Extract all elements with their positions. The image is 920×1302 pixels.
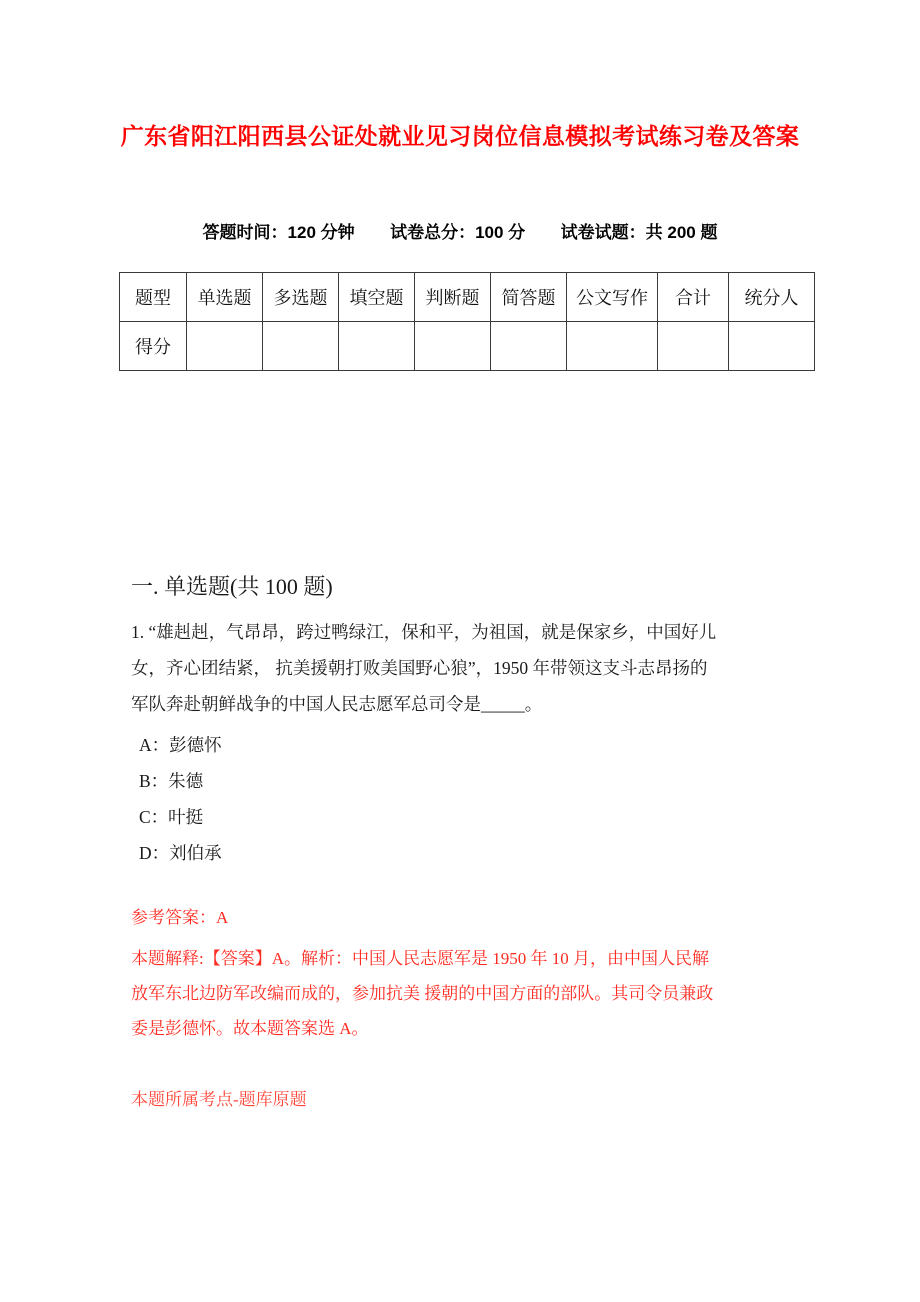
table-header-cell: 多选题 — [263, 273, 339, 322]
page-title: 广东省阳江阳西县公证处就业见习岗位信息模拟考试练习卷及答案 — [120, 123, 800, 149]
score-cell[interactable] — [415, 322, 491, 371]
exam-total-score: 试卷总分：100 分 — [390, 223, 526, 242]
table-header-cell: 单选题 — [187, 273, 263, 322]
explanation-line: 放军东北边防军改编而成的，参加抗美 援朝的中国方面的部队。其司令员兼政 — [131, 984, 714, 1003]
question-block — [131, 614, 795, 722]
answer-explanation — [131, 941, 795, 1046]
question-text-line: 女，齐心团结紧， 抗美援朝打败美国野心狼”，1950 年带领这支斗志昂扬的 — [131, 658, 708, 678]
table-header-cell: 公文写作 — [567, 273, 658, 322]
table-header-cell: 题型 — [120, 273, 187, 322]
table-header-cell: 简答题 — [491, 273, 567, 322]
reference-answer: 参考答案：A — [131, 908, 229, 927]
question-text-line: 军队奔赴朝鲜战争的中国人民志愿军总司令是_____。 — [131, 694, 543, 714]
score-cell[interactable] — [263, 322, 339, 371]
table-row-header — [120, 273, 815, 322]
score-cell[interactable] — [658, 322, 729, 371]
question-options — [139, 727, 539, 871]
score-table — [119, 272, 815, 371]
exam-duration: 答题时间：120 分钟 — [202, 223, 355, 242]
option-d[interactable]: D：刘伯承 — [139, 843, 222, 863]
score-cell[interactable] — [187, 322, 263, 371]
table-header-cell: 填空题 — [339, 273, 415, 322]
score-cell[interactable] — [491, 322, 567, 371]
knowledge-point-tag: 本题所属考点-题库原题 — [131, 1090, 307, 1109]
option-a[interactable]: A：彭德怀 — [139, 735, 222, 755]
score-cell[interactable] — [339, 322, 415, 371]
score-cell[interactable] — [729, 322, 815, 371]
table-header-cell: 统分人 — [729, 273, 815, 322]
table-header-cell: 合计 — [658, 273, 729, 322]
explanation-line: 委是彭德怀。故本题答案选 A。 — [131, 1019, 369, 1038]
score-cell[interactable] — [567, 322, 658, 371]
score-table-container — [119, 272, 803, 371]
table-header-cell: 判断题 — [415, 273, 491, 322]
option-b[interactable]: B：朱德 — [139, 771, 204, 791]
section-heading: 一. 单选题(共 100 题) — [131, 574, 333, 599]
option-c[interactable]: C：叶挺 — [139, 807, 204, 827]
explanation-line: 本题解释:【答案】A。解析：中国人民志愿军是 1950 年 10 月，由中国人民解 — [131, 949, 709, 968]
score-row-label: 得分 — [120, 322, 187, 371]
table-row — [120, 322, 815, 371]
question-text-line: 1. “雄赳赳，气昂昂，跨过鸭绿江，保和平，为祖国，就是保家乡，中国好儿 — [131, 622, 717, 642]
exam-question-count: 试卷试题：共 200 题 — [560, 223, 718, 242]
exam-meta-line — [0, 218, 920, 243]
